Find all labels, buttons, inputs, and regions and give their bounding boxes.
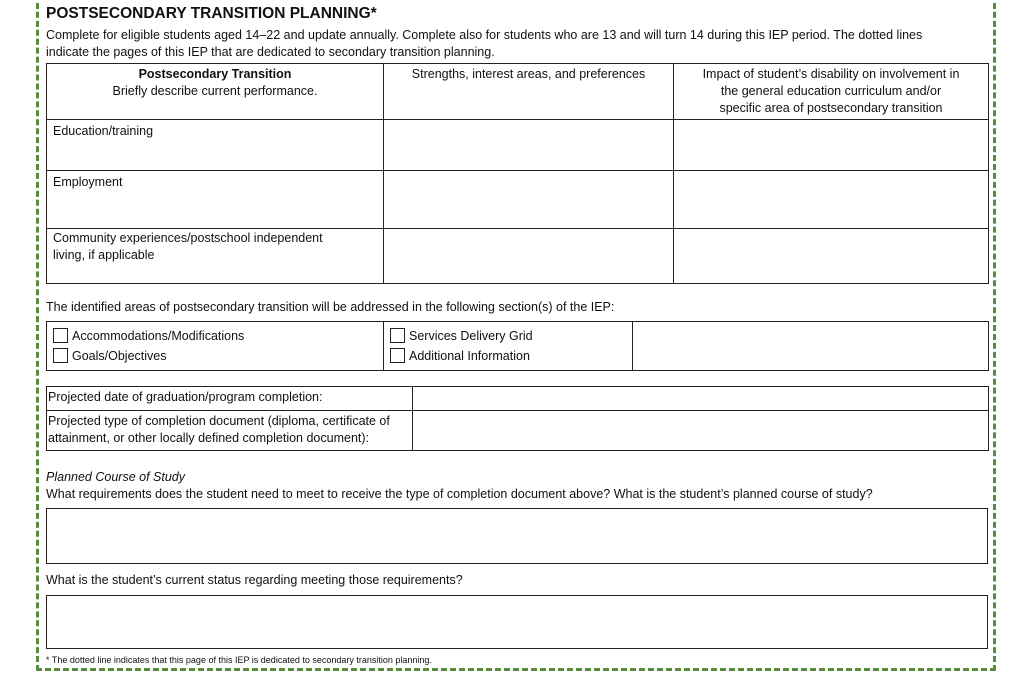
header-strengths: Strengths, interest areas, and preferences [384, 64, 674, 120]
graduation-date-field[interactable] [413, 387, 989, 411]
page-title: POSTSECONDARY TRANSITION PLANNING* [46, 5, 377, 22]
status-answer-box[interactable] [46, 595, 988, 649]
header-title: Postsecondary Transition [138, 67, 292, 81]
strengths-cell[interactable] [384, 171, 674, 229]
checkbox-accommodations[interactable]: Accommodations/Modifications [53, 326, 377, 346]
sections-checkbox-table [46, 321, 989, 371]
empty-cell [633, 322, 989, 371]
requirements-answer-box[interactable] [46, 508, 988, 564]
row-label: Education/training [47, 120, 384, 171]
completion-type-label: Projected type of completion document (diploma, certificate of attainment, or other locally defined completion document): [47, 411, 413, 451]
impact-cell[interactable] [674, 171, 989, 229]
requirements-question: What requirements does the student need to meet to receive the type of completion document above? What is the student’s planned course of study? [46, 487, 873, 501]
graduation-date-label: Projected date of graduation/program completion: [47, 387, 413, 411]
header-sub: Briefly describe current performance. [112, 84, 318, 98]
table-row [47, 229, 989, 284]
checkbox-icon[interactable] [390, 328, 405, 343]
transition-table [46, 63, 989, 284]
sections-prompt: The identified areas of postsecondary transition will be addressed in the following section(s) of the IEP: [46, 300, 615, 314]
row-label: Employment [47, 171, 384, 229]
course-heading: Planned Course of Study [46, 470, 185, 484]
strengths-cell[interactable] [384, 229, 674, 284]
completion-table [46, 386, 989, 451]
checkbox-icon[interactable] [390, 348, 405, 363]
instructions [46, 27, 922, 61]
impact-cell[interactable] [674, 120, 989, 171]
strengths-cell[interactable] [384, 120, 674, 171]
header-impact: Impact of student’s disability on involvement in the general education curriculum and/or specific area of postsecondary transition [674, 64, 989, 120]
checkbox-icon[interactable] [53, 328, 68, 343]
footnote: * The dotted line indicates that this page of this IEP is dedicated to secondary transition planning. [46, 655, 432, 665]
checkbox-icon[interactable] [53, 348, 68, 363]
table-row [47, 171, 989, 229]
row-label: Community experiences/postschool independent living, if applicable [47, 229, 384, 284]
instructions-line: Complete for eligible students aged 14–22 and update annually. Complete also for students who are 13 and will turn 14 during this IEP period. The dotted lines [46, 28, 923, 42]
header-postsecondary [47, 64, 384, 120]
status-question: What is the student’s current status regarding meeting those requirements? [46, 573, 463, 587]
impact-cell[interactable] [674, 229, 989, 284]
instructions-line: indicate the pages of this IEP that are dedicated to secondary transition planning. [46, 45, 495, 59]
completion-type-field[interactable] [413, 411, 989, 451]
table-row [47, 120, 989, 171]
checkbox-services-delivery[interactable]: Services Delivery Grid [390, 326, 626, 346]
checkbox-additional-info[interactable]: Additional Information [390, 346, 626, 366]
checkbox-goals[interactable]: Goals/Objectives [53, 346, 377, 366]
